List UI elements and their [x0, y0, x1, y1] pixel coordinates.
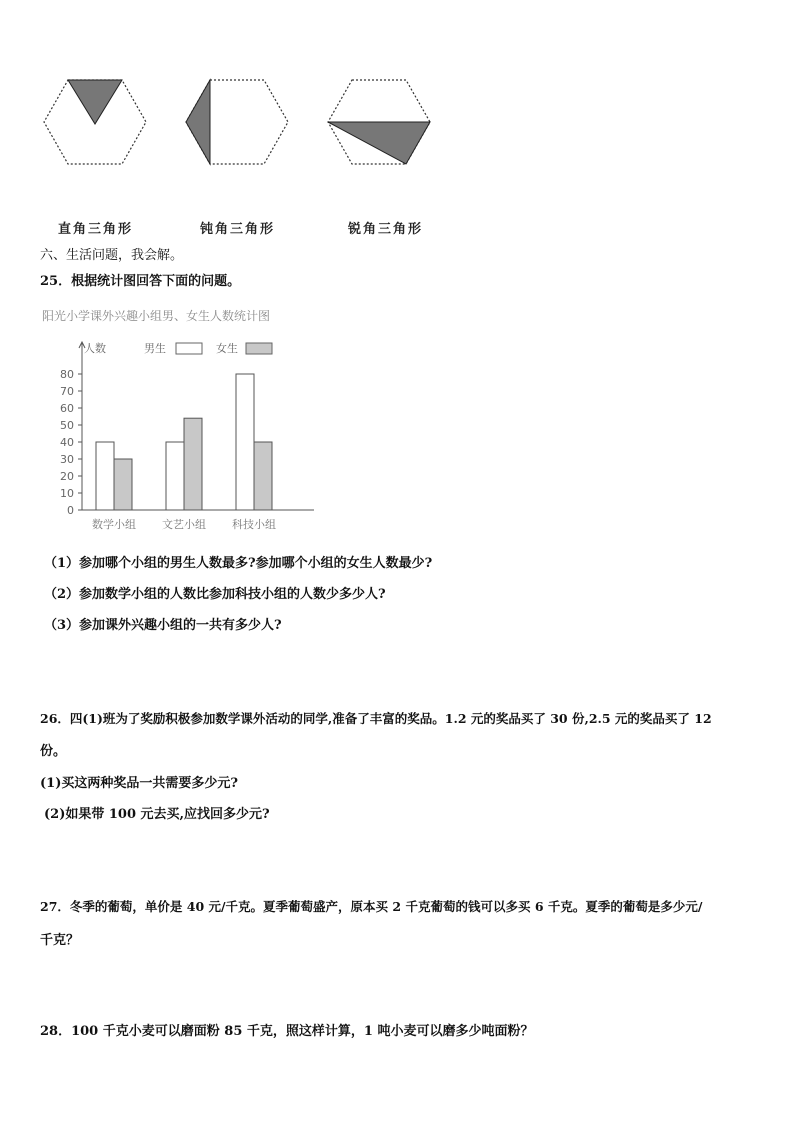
y-tick-label: 0 [67, 504, 74, 517]
x-category-label: 文艺小组 [162, 518, 206, 531]
q25-sub1: （1）参加哪个小组的男生人数最多?参加哪个小组的女生人数最少? [44, 556, 433, 571]
legend-swatch-female [246, 343, 272, 354]
label-right-triangle: 直角三角形 [58, 222, 134, 237]
q25-sub2: （2）参加数学小组的人数比参加科技小组的人数少多少人? [44, 587, 386, 602]
q26-sub1: (1)买这两种奖品一共需要多少元? [40, 776, 238, 791]
q27-line1: 27．冬季的葡萄，单价是 40 元/千克。夏季葡萄盛产，原本买 2 千克葡萄的钱可以多买 6 千克。夏季的葡萄是多少元/ [40, 899, 703, 914]
legend-label-male: 男生 [144, 342, 166, 355]
bar-male-3 [236, 374, 254, 510]
q26-line2: 份。 [40, 744, 67, 759]
bar-female-2 [184, 418, 202, 510]
label-obtuse-triangle: 钝角三角形 [200, 222, 276, 237]
x-category-label: 数学小组 [92, 518, 136, 531]
bar-chart [36, 300, 326, 540]
bar-female-3 [254, 442, 272, 510]
y-tick-label: 10 [60, 487, 74, 500]
y-tick-label: 60 [60, 402, 74, 415]
hexagon-acute-triangle [324, 76, 434, 168]
q25-title: 25．根据统计图回答下面的问题。 [40, 274, 241, 289]
y-tick-label: 70 [60, 385, 74, 398]
chart-title: 阳光小学课外兴趣小组男、女生人数统计图 [42, 309, 271, 323]
q26-line1: 26．四(1)班为了奖励积极参加数学课外活动的同学,准备了丰富的奖品。1.2 元的奖品买了 30 份,2.5 元的奖品买了 12 [40, 711, 712, 726]
chart-bars [96, 374, 272, 510]
y-tick-label: 20 [60, 470, 74, 483]
y-tick-label: 80 [60, 368, 74, 381]
x-category-label: 科技小组 [232, 518, 276, 531]
q25-sub3: （3）参加课外兴趣小组的一共有多少人? [44, 618, 282, 633]
legend-swatch-male [176, 343, 202, 354]
y-axis-ticks [60, 368, 82, 517]
y-tick-label: 40 [60, 436, 74, 449]
y-tick-label: 30 [60, 453, 74, 466]
legend-label-female: 女生 [216, 342, 238, 355]
q28-line1: 28．100 千克小麦可以磨面粉 85 千克，照这样计算，1 吨小麦可以磨多少吨面粉？ [40, 1024, 534, 1039]
bar-male-1 [96, 442, 114, 510]
q26-sub2: (2)如果带 100 元去买,应找回多少元? [44, 807, 270, 822]
section-heading: 六、生活问题，我会解。 [40, 248, 184, 263]
bar-male-2 [166, 442, 184, 510]
hexagon-right-triangle [40, 76, 150, 168]
x-axis-labels [92, 517, 276, 531]
y-axis-label: 人数 [84, 342, 106, 355]
q27-line2: 千克？ [40, 933, 80, 948]
hexagon-obtuse-triangle [182, 76, 292, 168]
y-tick-label: 50 [60, 419, 74, 432]
bar-female-1 [114, 459, 132, 510]
label-acute-triangle: 锐角三角形 [348, 222, 424, 237]
